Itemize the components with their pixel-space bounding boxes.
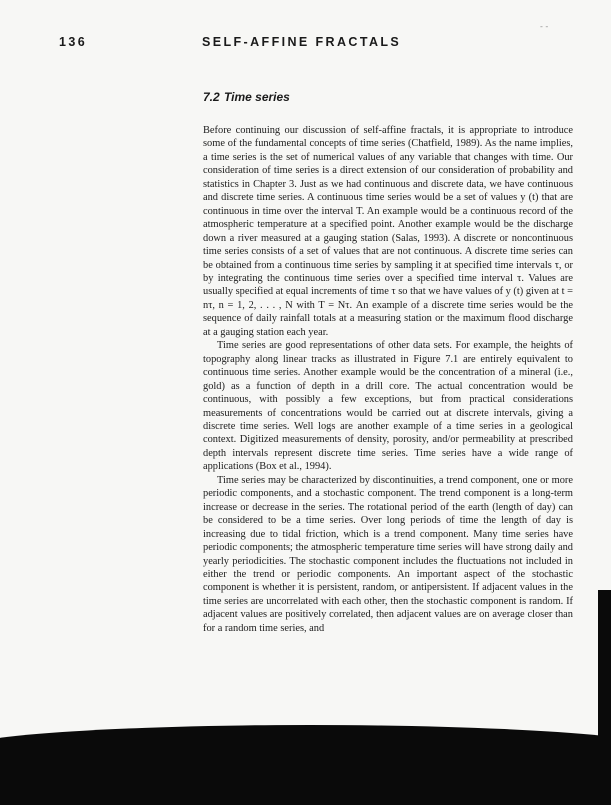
paragraph-3: Time series may be characterized by discontinuities, a trend component, one or more periodic components, and a stochastic component. The trend component is a long-term increase or decrease in the series. The rotational period of the earth (length of day) can be considered to be a time series. Over long periods of time the length of day is increasing due to tidal friction, which is a trend component. Many time series have periodic components; the atmospheric temperature time series will have strong daily and yearly periodicities. The stochastic component includes the fluctuations not included in either the trend or periodic components. An important aspect of the stochastic component is whether it is persistent, random, or antipersistent. If adjacent values in the time series are uncorrelated with each other, then the stochastic component is random. If adjacent values are positively correlated, then adjacent values are on average closer than for a random time series, and xyxy=(203,474,573,634)
body-text xyxy=(203,124,573,635)
running-title: SELF-AFFINE FRACTALS xyxy=(202,35,402,49)
section-heading xyxy=(203,90,290,104)
page-number: 136 xyxy=(59,35,88,49)
paragraph-1: Before continuing our discussion of self-affine fractals, it is appropriate to introduce some of the fundamental concepts of time series (Chatfield, 1989). As the name implies, a time series is the set of numerical values of any variable that changes with time. Our consideration of time series is a direct extension of our consideration of probability and statistics in Chapter 3. Just as we had continuous and discrete data, we have continuous and discrete time series. A continuous time series would be a set of values y (t) that are continuous in time over the interval T. An example would be a continuous record of the atmospheric temperature at a specified point. Another example would be the discharge down a river measured at a gauging station (Salas, 1993). A discrete or noncontinuous time series consists of a set of values that are not continuous. A discrete time series can be obtained from a continuous time series by sampling it at specified time intervals τ, or by integrating the continuous time series over a specified time interval τ. Values are usually specified at equal increments of time τ so that we have values of y (t) given at t = nτ, n = 1, 2, . . . , N with T = Nτ. An example of a discrete time series would be the sequence of daily rainfall totals at a measuring station or the maximum flood discharge at a gauging station each year. xyxy=(203,125,573,338)
paragraph-2: Time series are good representations of other data sets. For example, the heights of topography along linear tracks as illustrated in Figure 7.1 are entirely equivalent to continuous time series. Another example would be the concentration of a mineral (i.e., gold) as a function of depth in a drill core. The actual concentration would be continuous, with possibly a few exceptions, but from practical considerations measurements of concentrations would be carried out at discrete intervals, giving a discrete time series. Well logs are another example of a time series in a geological context. Digitized measurements of density, porosity, and/or permeability at prescribed depth intervals represent discrete time series. Time series have a wide range of applications (Box et al., 1994). xyxy=(203,340,573,473)
scan-mark: - - xyxy=(540,22,549,31)
section-title: Time series xyxy=(224,90,290,104)
section-number: 7.2 xyxy=(203,90,220,104)
scan-shadow-bottom xyxy=(0,742,611,800)
